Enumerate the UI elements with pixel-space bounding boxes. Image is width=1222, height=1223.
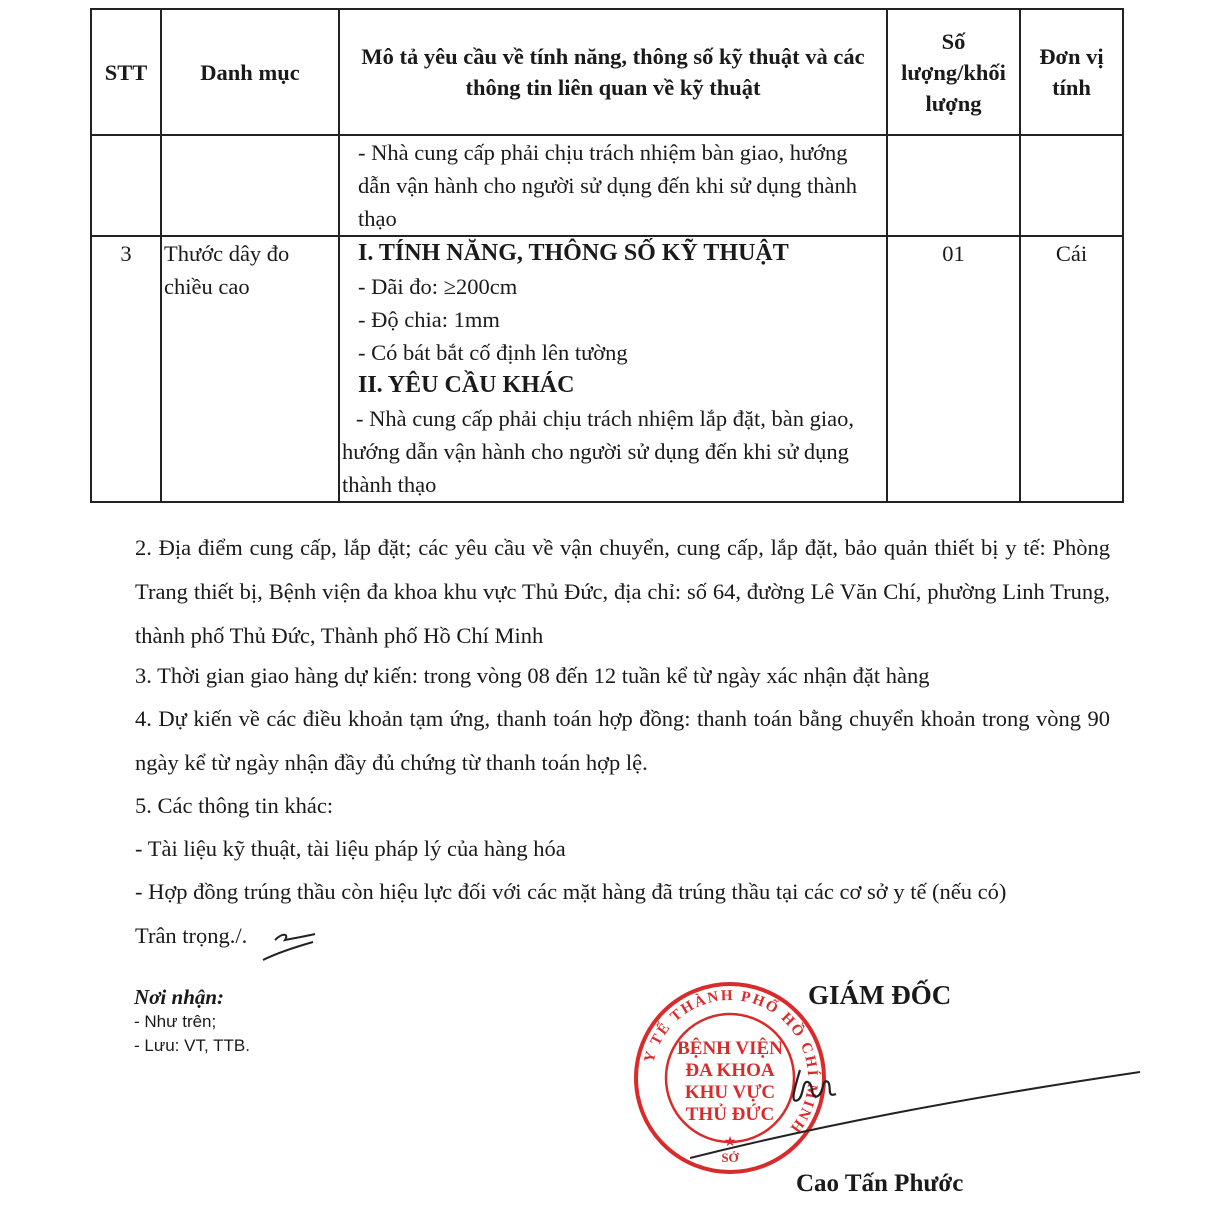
header-stt: STT (91, 9, 161, 135)
seal-line-2: ĐA KHOA (685, 1060, 775, 1081)
seal-line-1: BỆNH VIỆN (677, 1038, 783, 1059)
continued-description (339, 135, 887, 236)
director-title: GIÁM ĐỐC (808, 980, 952, 1010)
signature (690, 1040, 1160, 1160)
row3-quantity: 01 (887, 236, 1020, 502)
paragraph-other-info: 5. Các thông tin khác: (135, 793, 334, 818)
recipient-item: - Như trên; (134, 1012, 217, 1031)
cell-empty (161, 135, 339, 236)
recipient-item: - Lưu: VT, TTB. (134, 1036, 250, 1055)
header-unit: Đơn vị tính (1020, 9, 1123, 135)
row3-category: Thước dây đo chiều cao (161, 236, 339, 502)
seal-bottom-text: SỞ (721, 1150, 739, 1165)
header-row (91, 9, 1123, 135)
signer-name: Cao Tấn Phước (796, 1170, 964, 1197)
other-requirement: - Nhà cung cấp phải chịu trách nhiệm lắp đặt, bàn giao, hướng dẫn vận hành cho người sử dụng đến khi sử dụng thành thạo (342, 406, 854, 497)
paragraph-delivery-time: 3. Thời gian giao hàng dự kiến: trong vòng 08 đến 12 tuần kể từ ngày xác nhận đặt hàng (135, 663, 930, 688)
table-row-continued (91, 135, 1123, 236)
paragraph-payment: 4. Dự kiến về các điều khoản tạm ứng, thanh toán hợp đồng: thanh toán bằng chuyển khoản trong vòng 90 ngày kể từ ngày nhận đầy đủ chứng từ thanh toán hợp lệ. (135, 706, 1110, 775)
seal-star-icon: ★ (723, 1135, 737, 1150)
recipients-title: Nơi nhận: (134, 985, 225, 1009)
row3-unit: Cái (1020, 236, 1123, 502)
initials-mark (255, 918, 325, 968)
closing-text: Trân trọng./. (135, 923, 248, 948)
table-row-3 (91, 236, 1123, 502)
paragraph-location: 2. Địa điểm cung cấp, lắp đặt; các yêu cầu về vận chuyển, cung cấp, lắp đặt, bảo quản thiết bị y tế: Phòng Trang thiết bị, Bệnh viện đa khoa khu vực Thủ Đức, địa chỉ: số 64, đường Lê Văn Chí, phường Linh Trung, thành phố Thủ Đức, Thành phố Hồ Chí Minh (135, 535, 1110, 648)
row3-description (339, 236, 887, 502)
spec-range: - Dãi đo: ≥200cm (358, 274, 518, 299)
cell-empty (1020, 135, 1123, 236)
spec-division: - Độ chia: 1mm (358, 307, 500, 332)
spec-table (90, 8, 1124, 503)
paragraph-tech-docs: - Tài liệu kỹ thuật, tài liệu pháp lý của hàng hóa (135, 836, 566, 861)
seal-ring-text: Y TẾ THÀNH PHỐ HỒ CHÍ MINH (641, 987, 821, 1137)
header-category: Danh mục (161, 9, 339, 135)
recipients-block (134, 984, 250, 1058)
section1-title: I. TÍNH NĂNG, THÔNG SỐ KỸ THUẬT (358, 240, 789, 266)
continued-line: - Nhà cung cấp phải chịu trách nhiệm bàn giao, hướng dẫn vận hành cho người sử dụng đến khi sử dụng thành thạo (358, 140, 858, 231)
seal-line-3: KHU VỰC (684, 1082, 776, 1103)
paragraph-contracts: - Hợp đồng trúng thầu còn hiệu lực đối với các mặt hàng đã trúng thầu tại các cơ sở y tế (nếu có) (135, 879, 1007, 904)
cell-empty (91, 135, 161, 236)
header-description: Mô tả yêu cầu về tính năng, thông số kỹ thuật và các thông tin liên quan về kỹ thuật (339, 9, 887, 135)
section2-title: II. YÊU CẦU KHÁC (358, 372, 575, 398)
cell-empty (887, 135, 1020, 236)
seal-line-4: THỦ ĐỨC (685, 1104, 775, 1125)
spec-mount: - Có bát bắt cố định lên tường (358, 340, 628, 365)
row3-stt: 3 (91, 236, 161, 502)
header-quantity: Số lượng/khối lượng (887, 9, 1020, 135)
